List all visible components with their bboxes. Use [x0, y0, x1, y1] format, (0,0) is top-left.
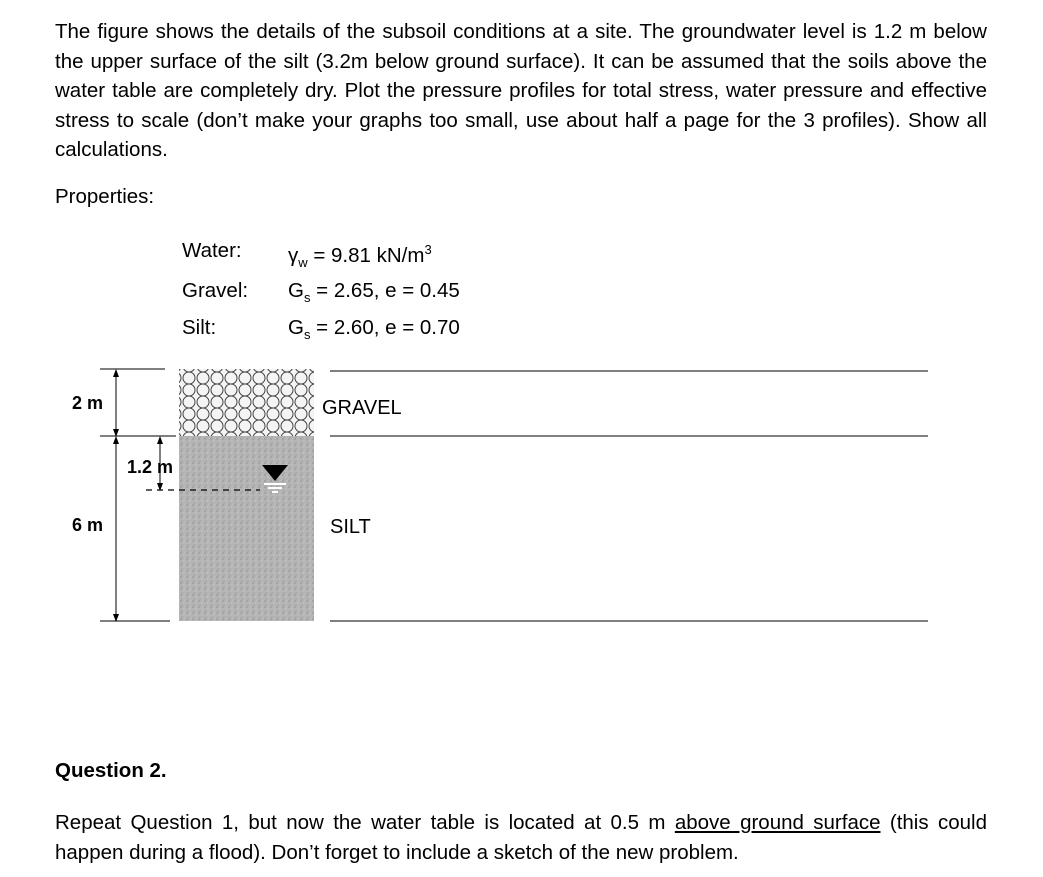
properties-heading: Properties:	[55, 185, 155, 208]
dimension-label-6m: 6 m	[72, 515, 104, 535]
underlined-phrase: above ground surface	[674, 811, 881, 834]
gravel-layer-label: GRAVEL	[322, 397, 402, 419]
water-value: $\gamma_w = 9.81$ $kN/m^3$	[288, 242, 432, 270]
dimension-label-2m: 2 m	[72, 393, 104, 413]
soil-profile-diagram	[0, 360, 1043, 630]
water-label: Water:	[182, 239, 242, 262]
question-2-heading: Question 2.	[55, 759, 167, 782]
question-2-text: Repeat Question 1, but now the water table is located at 0.5 m above ground surface (this could happen during a flood). Don’t forget to include a sketch of the new problem.	[55, 811, 987, 864]
silt-value: $G_s = 2.60$, e = 0.70	[288, 316, 460, 343]
gravel-value: $G_s = 2.65$, e = 0.45	[288, 279, 460, 306]
dimension-label-1-2m: 1.2 m	[127, 457, 174, 477]
silt-layer	[179, 436, 314, 621]
silt-layer-label: SILT	[330, 516, 371, 538]
problem-statement: The figure shows the details of the subsoil conditions at a site. The groundwater level is 1.2 m below the upper surface of the silt (3.2m below ground surface). It can be assumed that the soils above the water table are completely dry. Plot the pressure profiles for total stress, water pressure and effective stress to scale (don’t make your graphs too small, use about half a page for the 3 profiles). Show all calculations.	[55, 20, 987, 161]
silt-label: Silt:	[182, 316, 217, 339]
gravel-label: Gravel:	[182, 279, 249, 302]
gravel-layer	[179, 369, 314, 436]
